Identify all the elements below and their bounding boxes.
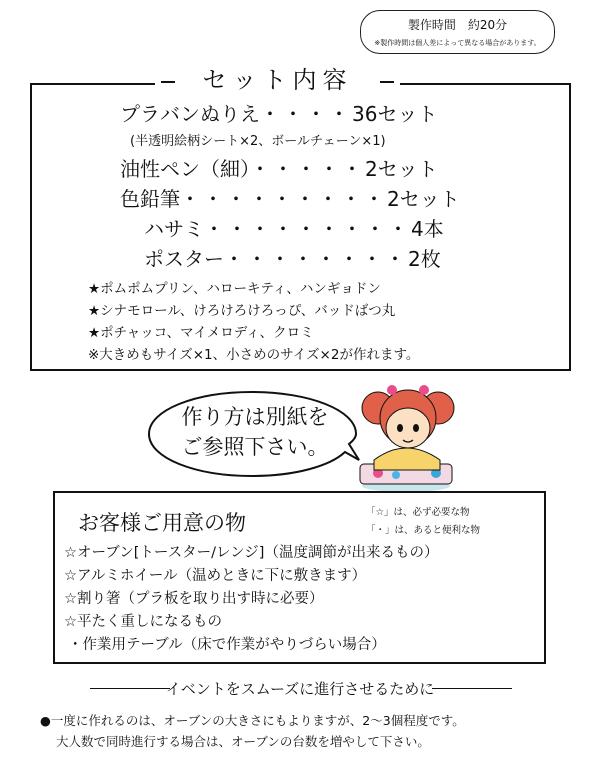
supply-item: ☆平たく重しになるもの (64, 614, 222, 630)
footer-line: 大人数で同時進行する場合は、オーブンの台数を増やして下さい。 (56, 734, 430, 749)
footer-line: ●一度に作れるのは、オーブンの大きさにもよりますが、2～3個程度です。 (40, 713, 465, 728)
girl-illustration (348, 378, 458, 493)
character-line: ★シナモロール、けろけろけろっぴ、バッドばつ丸 (88, 303, 396, 319)
set-item: 色鉛筆・・・・・・・・・2セット (120, 187, 460, 211)
legend-optional: 「・」は、あると便利な物 (366, 525, 481, 536)
set-item: プラバンぬりえ・・・・36セット (120, 102, 438, 126)
character-line: ★ポチャッコ、マイメロディ、クロミ (88, 325, 314, 341)
character-line: ★ポムポムプリン、ハローキティ、ハンギョドン (88, 281, 381, 297)
supply-item: ☆割り箸（プラ板を取り出す時に必要） (64, 591, 324, 607)
time-label: 製作時間 約20分 (407, 18, 508, 32)
bubble-text: 作り方は別紙を ご参照下さい。 (181, 405, 329, 459)
legend-required: 「☆」は、必ず必要な物 (366, 507, 470, 518)
set-item: ハサミ・・・・・・・・・4本 (144, 217, 444, 241)
supply-item: ・作業用テーブル（床で作業がやりづらい場合） (68, 637, 386, 653)
set-contents-title: セット内容 (155, 60, 400, 100)
set-item: 油性ペン（細）・・・・・2セット (120, 157, 438, 181)
size-note: ※大きめもサイズ×1、小さめのサイズ×2が作れます。 (88, 347, 420, 363)
set-sub-note: (半透明絵柄シート×2、ボールチェーン×1) (130, 134, 386, 149)
set-item: ポスター・・・・・・・・2枚 (144, 247, 441, 271)
time-badge (360, 10, 555, 54)
time-note: ※製作時間は個人差によって異なる場合があります。 (374, 39, 541, 47)
footer-heading: イベントをスムーズに進行させるために (0, 678, 600, 699)
supply-item: ☆オーブン[トースター/レンジ]（温度調節が出来るもの） (64, 545, 439, 561)
supplies-title: お客様ご用意の物 (78, 511, 246, 535)
supply-item: ☆アルミホイール（温めときに下に敷きます） (64, 568, 367, 584)
